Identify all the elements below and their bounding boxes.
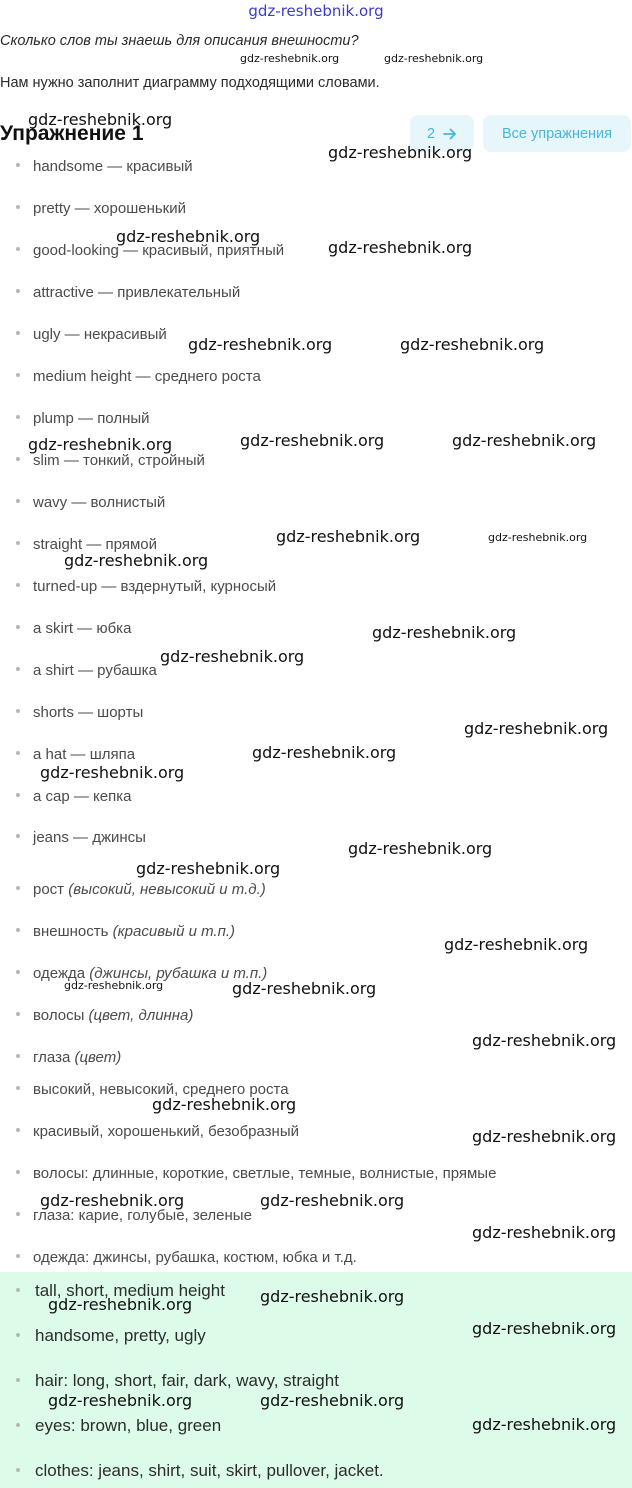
watermark-text: gdz-reshebnik.org [160, 647, 305, 666]
list-item [16, 452, 205, 470]
bullet-icon [16, 667, 20, 671]
list-item-text: plump — полный [33, 410, 150, 427]
list-item [16, 1123, 299, 1141]
bullet-icon [16, 1423, 20, 1427]
watermark-text: gdz-reshebnik.org [40, 1191, 185, 1210]
watermark-text: gdz-reshebnik.org [348, 839, 493, 858]
bullet-icon [16, 331, 20, 335]
list-item-text: a cap — кепка [33, 788, 132, 805]
bullet-icon [16, 457, 20, 461]
watermark-text: gdz-reshebnik.org [28, 435, 173, 454]
list-item-text: рост [33, 881, 69, 898]
list-item-text: wavy — волнистый [33, 494, 166, 511]
list-item [16, 284, 240, 302]
watermark-text: gdz-reshebnik.org [472, 1319, 617, 1338]
bullet-icon [16, 1333, 20, 1337]
bullet-icon [16, 1054, 20, 1058]
watermark-text: gdz-reshebnik.org [400, 335, 545, 354]
watermark-text: gdz-reshebnik.org [232, 979, 377, 998]
bullet-icon [16, 1468, 20, 1472]
list-item [16, 881, 266, 899]
bullet-icon [16, 1128, 20, 1132]
bullet-icon [16, 541, 20, 545]
list-item-note: (джинсы, рубашка и т.п.) [89, 965, 268, 982]
bullet-icon [16, 205, 20, 209]
bullet-icon [16, 834, 20, 838]
bullet-icon [16, 583, 20, 587]
list-item [16, 1049, 121, 1067]
watermark-text: gdz-reshebnik.org [472, 1223, 617, 1242]
all-exercises-label: Все упражнения [502, 125, 612, 142]
list-item [16, 1007, 193, 1025]
watermark-text: gdz-reshebnik.org [64, 979, 164, 992]
question-text: Сколько слов ты знаешь для описания внешности? [0, 33, 359, 49]
watermark-text: gdz-reshebnik.org [240, 52, 340, 65]
list-item [16, 200, 186, 218]
list-item [16, 704, 143, 722]
list-item-text: jeans — джинсы [33, 829, 146, 846]
bullet-icon [16, 1212, 20, 1216]
list-item-text: одежда: джинсы, рубашка, костюм, юбка и т.д. [33, 1249, 357, 1266]
bullet-icon [16, 163, 20, 167]
watermark-text: gdz-reshebnik.org [472, 1415, 617, 1434]
list-item [16, 1165, 496, 1183]
watermark-text: gdz-reshebnik.org [372, 623, 517, 642]
answer-item [16, 1461, 384, 1481]
bullet-icon [16, 373, 20, 377]
watermark-text: gdz-reshebnik.org [48, 1391, 193, 1410]
list-item [16, 662, 157, 680]
list-item-text: волосы: длинные, короткие, светлые, темные, волнистые, прямые [33, 1165, 497, 1182]
list-item-text: pretty — хорошенький [33, 200, 187, 217]
list-item-text: medium height — среднего роста [33, 368, 261, 385]
page-title: Упражнение 1 [0, 122, 144, 145]
bullet-icon [16, 886, 20, 890]
bullet-icon [16, 793, 20, 797]
bullet-icon [16, 1012, 20, 1016]
watermark-text: gdz-reshebnik.org [472, 1031, 617, 1050]
watermark-text: gdz-reshebnik.org [40, 763, 185, 782]
watermark-text: gdz-reshebnik.org [64, 551, 209, 570]
watermark-text: gdz-reshebnik.org [48, 1295, 193, 1314]
watermark-text: gdz-reshebnik.org [260, 1391, 405, 1410]
list-item-text: good-looking — красивый, приятный [33, 242, 285, 259]
answer-item-text: tall, short, medium height [35, 1281, 225, 1300]
watermark-text: gdz-reshebnik.org [116, 227, 261, 246]
answer-item-text: clothes: jeans, shirt, suit, skirt, pullover, jacket. [35, 1461, 384, 1480]
list-item-note: (красивый и т.п.) [112, 923, 236, 940]
answer-item [16, 1416, 221, 1436]
site-name[interactable]: gdz-reshebnik.org [248, 2, 384, 20]
list-item [16, 923, 235, 941]
answer-item-text: handsome, pretty, ugly [35, 1326, 206, 1345]
list-item [16, 368, 261, 386]
list-item-text: shorts — шорты [33, 704, 144, 721]
watermark-text: gdz-reshebnik.org [260, 1191, 405, 1210]
watermark-text: gdz-reshebnik.org [188, 335, 333, 354]
bullet-icon [16, 1288, 20, 1292]
watermark-text: gdz-reshebnik.org [252, 743, 397, 762]
watermark-text: gdz-reshebnik.org [464, 719, 609, 738]
list-item-text: глаза: карие, голубые, зеленые [33, 1207, 252, 1224]
watermark-text: gdz-reshebnik.org [472, 1127, 617, 1146]
list-item [16, 158, 193, 176]
bullet-icon [16, 1086, 20, 1090]
list-item-text: высокий, невысокий, среднего роста [33, 1081, 289, 1098]
watermark-text: gdz-reshebnik.org [276, 527, 421, 546]
list-item-text: одежда [33, 965, 90, 982]
bullet-icon [16, 970, 20, 974]
intro-text: Нам нужно заполнит диаграмму подходящими словами. [0, 75, 380, 91]
list-item-text: внешность [33, 923, 113, 940]
list-item [16, 1249, 357, 1267]
bullet-icon [16, 625, 20, 629]
bullet-icon [16, 751, 20, 755]
list-item [16, 788, 131, 806]
list-item-note: (высокий, невысокий и т.д.) [68, 881, 266, 898]
list-item-note: (цвет, длинна) [88, 1007, 194, 1024]
list-item-text: turned-up — вздернутый, курносый [33, 578, 277, 595]
list-item-text: красивый, хорошенький, безобразный [33, 1123, 299, 1140]
bullet-icon [16, 415, 20, 419]
list-item [16, 494, 165, 512]
bullet-icon [16, 1170, 20, 1174]
watermark-text: gdz-reshebnik.org [136, 859, 281, 878]
watermark-text: gdz-reshebnik.org [328, 143, 473, 162]
list-item-text: a shirt — рубашка [33, 662, 157, 679]
watermark-text: gdz-reshebnik.org [452, 431, 597, 450]
watermark-text: gdz-reshebnik.org [240, 431, 385, 450]
bullet-icon [16, 289, 20, 293]
list-item-text: волосы [33, 1007, 89, 1024]
list-item-text: attractive — привлекательный [33, 284, 241, 301]
bullet-icon [16, 1254, 20, 1258]
bullet-icon [16, 928, 20, 932]
list-item-text: a hat — шляпа [33, 746, 136, 763]
list-item-text: slim — тонкий, стройный [33, 452, 205, 469]
bullet-icon [16, 1378, 20, 1382]
watermark-text: gdz-reshebnik.org [260, 1287, 405, 1306]
list-item [16, 410, 150, 428]
watermark-text: gdz-reshebnik.org [488, 531, 588, 544]
list-item [16, 578, 276, 596]
watermark-text: gdz-reshebnik.org [328, 238, 473, 257]
list-item-text: handsome — красивый [33, 158, 193, 175]
list-item-text: глаза [33, 1049, 75, 1066]
list-item-note: (цвет) [74, 1049, 122, 1066]
answer-item-text: hair: long, short, fair, dark, wavy, straight [35, 1371, 339, 1390]
watermark-text: gdz-reshebnik.org [28, 110, 173, 129]
watermark-text: gdz-reshebnik.org [152, 1095, 297, 1114]
list-item-text: a skirt — юбка [33, 620, 132, 637]
list-item [16, 620, 131, 638]
watermark-text: gdz-reshebnik.org [444, 935, 589, 954]
bullet-icon [16, 499, 20, 503]
next-exercise-label: 2 [426, 125, 436, 142]
bullet-icon [16, 709, 20, 713]
answer-item [16, 1371, 339, 1391]
list-item-text: ugly — некрасивый [33, 326, 167, 343]
bullet-icon [16, 247, 20, 251]
answer-item-text: eyes: brown, blue, green [35, 1416, 222, 1435]
list-item [16, 829, 146, 847]
list-item [16, 326, 167, 344]
answer-item [16, 1326, 206, 1346]
watermark-text: gdz-reshebnik.org [384, 52, 484, 65]
list-item [16, 746, 135, 764]
list-item-text: straight — прямой [33, 536, 157, 553]
